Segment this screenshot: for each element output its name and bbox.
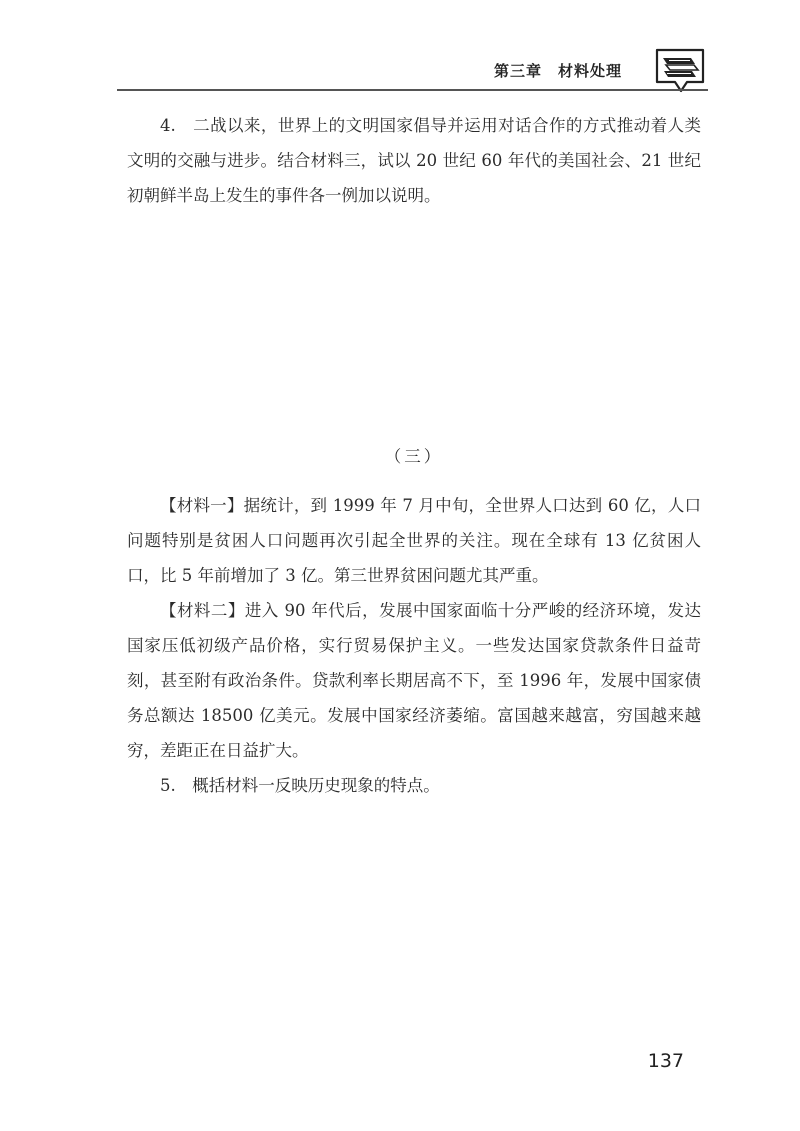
question-4: 4. 二战以来，世界上的文明国家倡导并运用对话合作的方式推动着人类文明的交融与进步。结合材料三，试以 20 世纪 60 年代的美国社会、21 世纪初朝鲜半岛上发生的事件各一例加以说明。 — [127, 116, 701, 205]
material-1: 【材料一】据统计，到 1999 年 7 月中旬，全世界人口达到 60 亿，人口问题特别是贫困人口问题再次引起全世界的关注。现在全球有 13 亿贫困人口，比 5 年前增加了 3 亿。第三世界贫困问题尤其严重。 — [127, 496, 701, 585]
answer-space — [127, 213, 701, 439]
page-content — [127, 108, 701, 803]
question-5: 5. 概括材料一反映历史现象的特点。 — [160, 776, 440, 795]
book-stack-icon — [654, 46, 706, 94]
page-header — [0, 0, 800, 100]
section-title: （三） — [384, 447, 444, 466]
material-2: 【材料二】进入 90 年代后，发展中国家面临十分严峻的经济环境，发达国家压低初级产品价格，实行贸易保护主义。一些发达国家贷款条件日益苛刻，甚至附有政治条件。贷款利率长期居高不下，至 1996 年，发展中国家债务总额达 18500 亿美元。发展中国家经济萎缩。富国越来越富，穷国越来越穷，差距正在日益扩大。 — [127, 601, 701, 760]
page-number: 137 — [647, 1050, 684, 1072]
header-rule — [117, 89, 708, 91]
chapter-title: 第三章 材料处理 — [493, 62, 622, 80]
